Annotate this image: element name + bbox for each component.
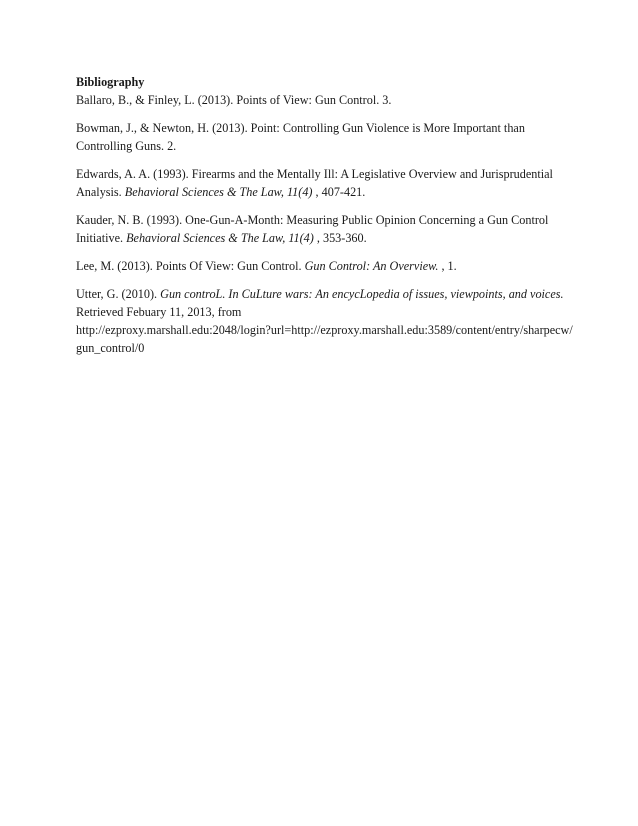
bibliography-entry-bowman [76,119,576,155]
entry-retrieved: Retrieved Febuary 11, 2013, from [76,305,242,319]
entry-text: Kauder, N. B. (1993). One-Gun-A-Month: Measuring Public Opinion Concerning a Gun Control Initiative. [76,213,549,245]
entry-source-title: Behavioral Sciences & The Law, 11(4) [126,231,314,245]
bibliography-entry-kauder [76,211,576,247]
bibliography-entry-lee [76,257,576,275]
entry-url: http://ezproxy.marshall.edu:2048/login?url=http://ezproxy.marshall.edu:3589/content/entry/sharpecw/gun_control/0 [76,323,573,355]
entry-pages: , 1. [438,259,457,273]
entry-source-title: Gun Control: An Overview. [304,259,439,273]
entry-pages: , 407-421. [312,185,366,199]
bibliography-heading: Bibliography [76,75,145,89]
entry-text: Ballaro, B., & Finley, L. (2013). Points of View: Gun Control. 3. [76,93,392,107]
entry-source-title: Behavioral Sciences & The Law, 11(4) [124,185,313,199]
bibliography-entry-utter [76,285,576,357]
entry-source-title: Gun controL. In CuLture wars: An encycLopedia of issues, viewpoints, and voices. [160,287,564,301]
entry-text: Bowman, J., & Newton, H. (2013). Point: Controlling Gun Violence is More Important than Controlling Guns. 2. [76,121,525,153]
entry-text: Utter, G. (2010). [76,287,161,301]
bibliography-entry-edwards [76,165,576,201]
bibliography-section [76,73,576,367]
entry-pages: , 353-360. [313,231,367,245]
entry-text: Lee, M. (2013). Points Of View: Gun Control. [76,259,305,273]
bibliography-entry-ballaro [76,91,576,109]
entry-text: Edwards, A. A. (1993). Firearms and the Mentally Ill: A Legislative Overview and Jurisprudential Analysis. [76,167,553,199]
